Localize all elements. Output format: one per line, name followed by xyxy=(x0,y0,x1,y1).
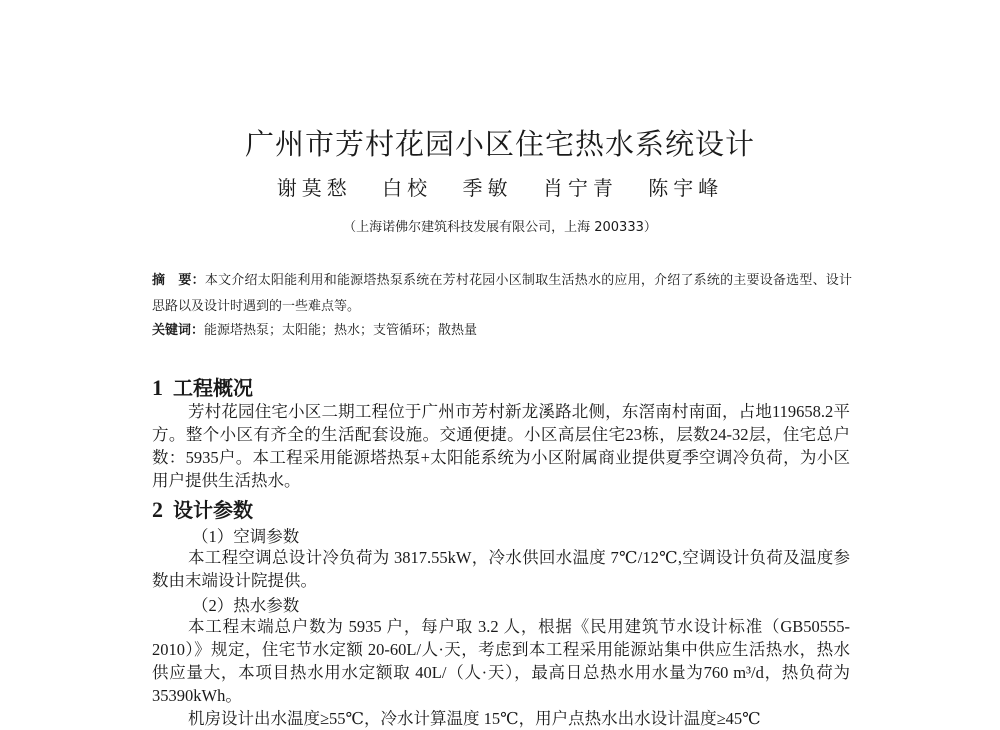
author-name: 谢莫愁 xyxy=(276,176,352,200)
paper-title: 广州市芳村花园小区住宅热水系统设计 xyxy=(244,127,755,161)
section-heading xyxy=(152,372,253,401)
section-paragraph: 机房设计出水温度≥55℃，冷水计算温度 15℃，用户点热水出水设计温度≥45℃ xyxy=(188,709,761,728)
section-title: 工程概况 xyxy=(173,376,253,400)
keywords xyxy=(152,320,852,342)
section-number: 1 xyxy=(152,375,163,400)
section-title: 设计参数 xyxy=(173,498,253,522)
section-number: 2 xyxy=(152,497,163,522)
subsection-heading: （1）空调参数 xyxy=(192,527,300,546)
author-list xyxy=(0,172,1000,201)
author-name: 白校 xyxy=(382,176,433,200)
section-heading xyxy=(152,494,253,523)
author-name: 季敏 xyxy=(462,176,513,200)
author-name: 陈宇峰 xyxy=(648,176,724,200)
subsection-heading: （2）热水参数 xyxy=(192,596,300,615)
section-paragraph: 本工程空调总设计冷负荷为 3817.55kW，冷水供回水温度 7℃/12℃,空调设计负荷及温度参数由末端设计院提供。 xyxy=(152,548,850,590)
keywords-label: 关键词： xyxy=(152,323,205,338)
affiliation: （上海诺佛尔建筑科技发展有限公司，上海 200333） xyxy=(343,220,657,235)
abstract-label: 摘 要： xyxy=(152,273,205,288)
author-name: 肖宁青 xyxy=(542,176,618,200)
section-paragraph: 本工程末端总户数为 5935 户，每户取 3.2 人，根据《民用建筑节水设计标准（GB50555-2010）》规定，住宅节水定额 20-60L/人·天，考虑到本工程采用能源站集中供应生活热水，热水供应量大，本项目热水用水定额取 40L/（人·天），最高日总热水用水量为760 m³/d，热负荷为 35390kWh。 xyxy=(152,617,850,705)
abstract-text: 本文介绍太阳能利用和能源塔热泵系统在芳村花园小区制取生活热水的应用，介绍了系统的主要设备选型、设计思路以及设计时遇到的一些难点等。 xyxy=(152,273,852,314)
keywords-text: 能源塔热泵；太阳能；热水；支管循环；散热量 xyxy=(204,323,478,338)
section-paragraph: 芳村花园住宅小区二期工程位于广州市芳村新龙溪路北侧，东滘南村南面，占地119658.2平方。整个小区有齐全的生活配套设施。交通便捷。小区高层住宅23栋，层数24-32层，住宅总户数：5935户。本工程采用能源塔热泵+太阳能系统为小区附属商业提供夏季空调冷负荷，为小区用户提供生活热水。 xyxy=(152,402,850,490)
abstract xyxy=(152,268,852,320)
